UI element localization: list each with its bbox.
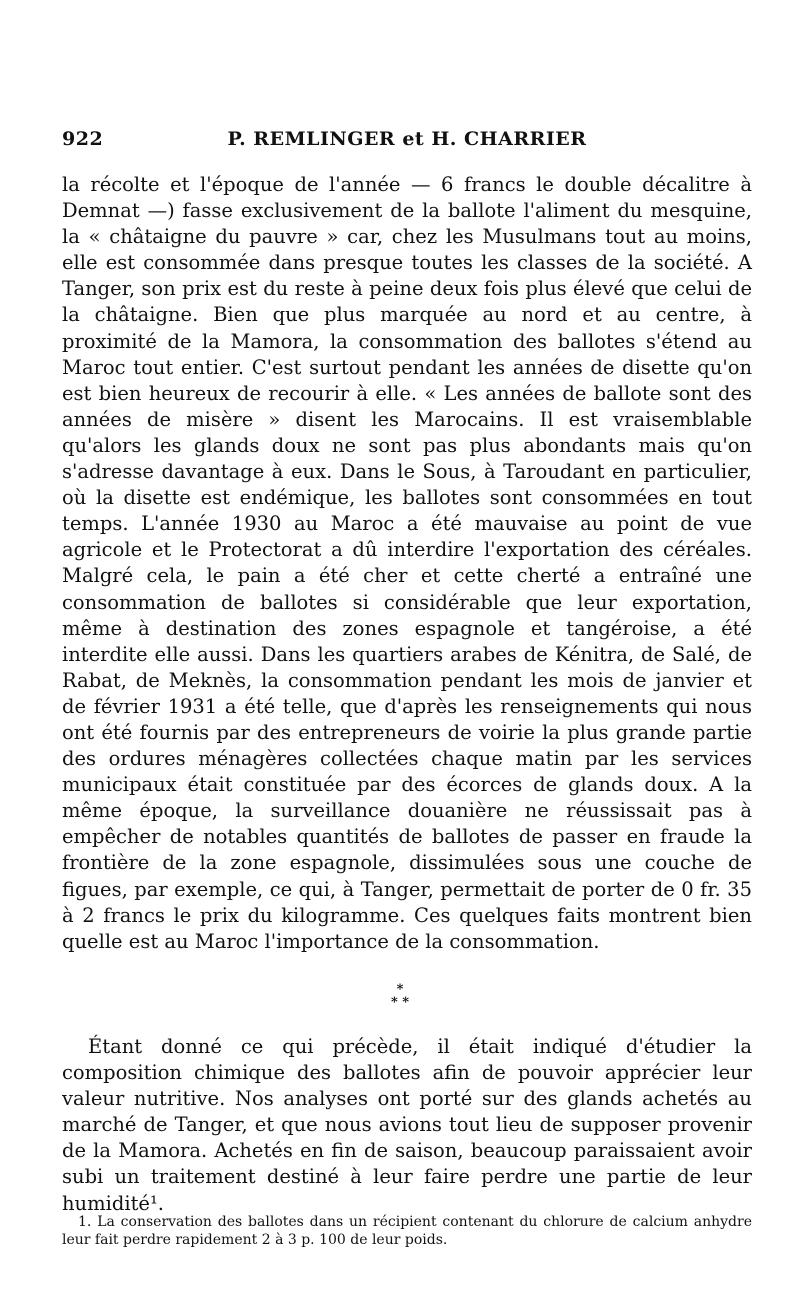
running-header-authors: P. REMLINGER et H. CHARRIER (227, 128, 587, 150)
paragraph-2: Étant donné ce qui précède, il était indiqué d'étudier la composition chimique des ballotes afin de pouvoir apprécier leur valeur nutritive. Nos analyses ont porté sur des glands achetés au marché de Tanger, et que nous avions tout lieu de supposer provenir de la Mamora. Achetés en fin de saison, beaucoup paraissaient avoir subi un traitement destiné à leur faire perdre une partie de leur humidité¹. (62, 1035, 752, 1215)
separator-asterisks-bottom: * * (390, 995, 410, 1010)
running-header (62, 128, 752, 154)
page-number: 922 (62, 128, 104, 150)
paragraph-1: la récolte et l'époque de l'année — 6 francs le double décalitre à Demnat —) fasse exclusivement de la ballote l'aliment du mesquine, la « châtaigne du pauvre » car, chez les Musulmans tout au moins, elle est consommée dans presque toutes les classes de la société. A Tanger, son prix est du reste à peine deux fois plus élevé que celui de la châtaigne. Bien que plus marquée au nord et au centre, à proximité de la Mamora, la consommation des ballotes s'étend au Maroc tout entier. C'est surtout pendant les années de disette qu'on est bien heureux de recourir à elle. « Les années de ballote sont des années de misère » disent les Marocains. Il est vraisemblable qu'alors les glands doux ne sont pas plus abondants mais qu'on s'adresse davantage à eux. Dans le Sous, à Taroudant en particulier, où la disette est endémique, les ballotes sont consommées en tout temps. L'année 1930 au Maroc a été mauvaise au point de vue agricole et le Protectorat a dû interdire l'exportation des céréales. Malgré cela, le pain a été cher et cette cherté a entraîné une consommation de ballotes si considérable que leur exportation, même à destination des zones espagnole et tangéroise, a été interdite elle aussi. Dans les quartiers arabes de Kénitra, de Salé, de Rabat, de Meknès, la consommation pendant les mois de janvier et de février 1931 a été telle, que d'après les renseignements qui nous ont été fournis par des entrepreneurs de voirie la plus grande partie des ordures ménagères collectées chaque matin par les services municipaux était constituée par des écorces de glands doux. A la même époque, la surveillance douanière ne réussissait pas à empêcher de notables quantités de ballotes de passer en fraude la frontière de la zone espagnole, dissimulées sous une couche de figues, par exemple, ce qui, à Tanger, permettait de porter de 0 fr. 35 à 2 francs le prix du kilogramme. Ces quelques faits montrent bien quelle est au Maroc l'importance de la consommation. (62, 173, 752, 953)
section-separator (350, 983, 450, 1009)
separator-asterisk-top: * (396, 982, 404, 997)
footnote: 1. La conservation des ballotes dans un récipient contenant du chlorure de calcium anhydre leur fait perdre rapidement 2 à 3 p. 100 de leur poids. (62, 1214, 752, 1248)
